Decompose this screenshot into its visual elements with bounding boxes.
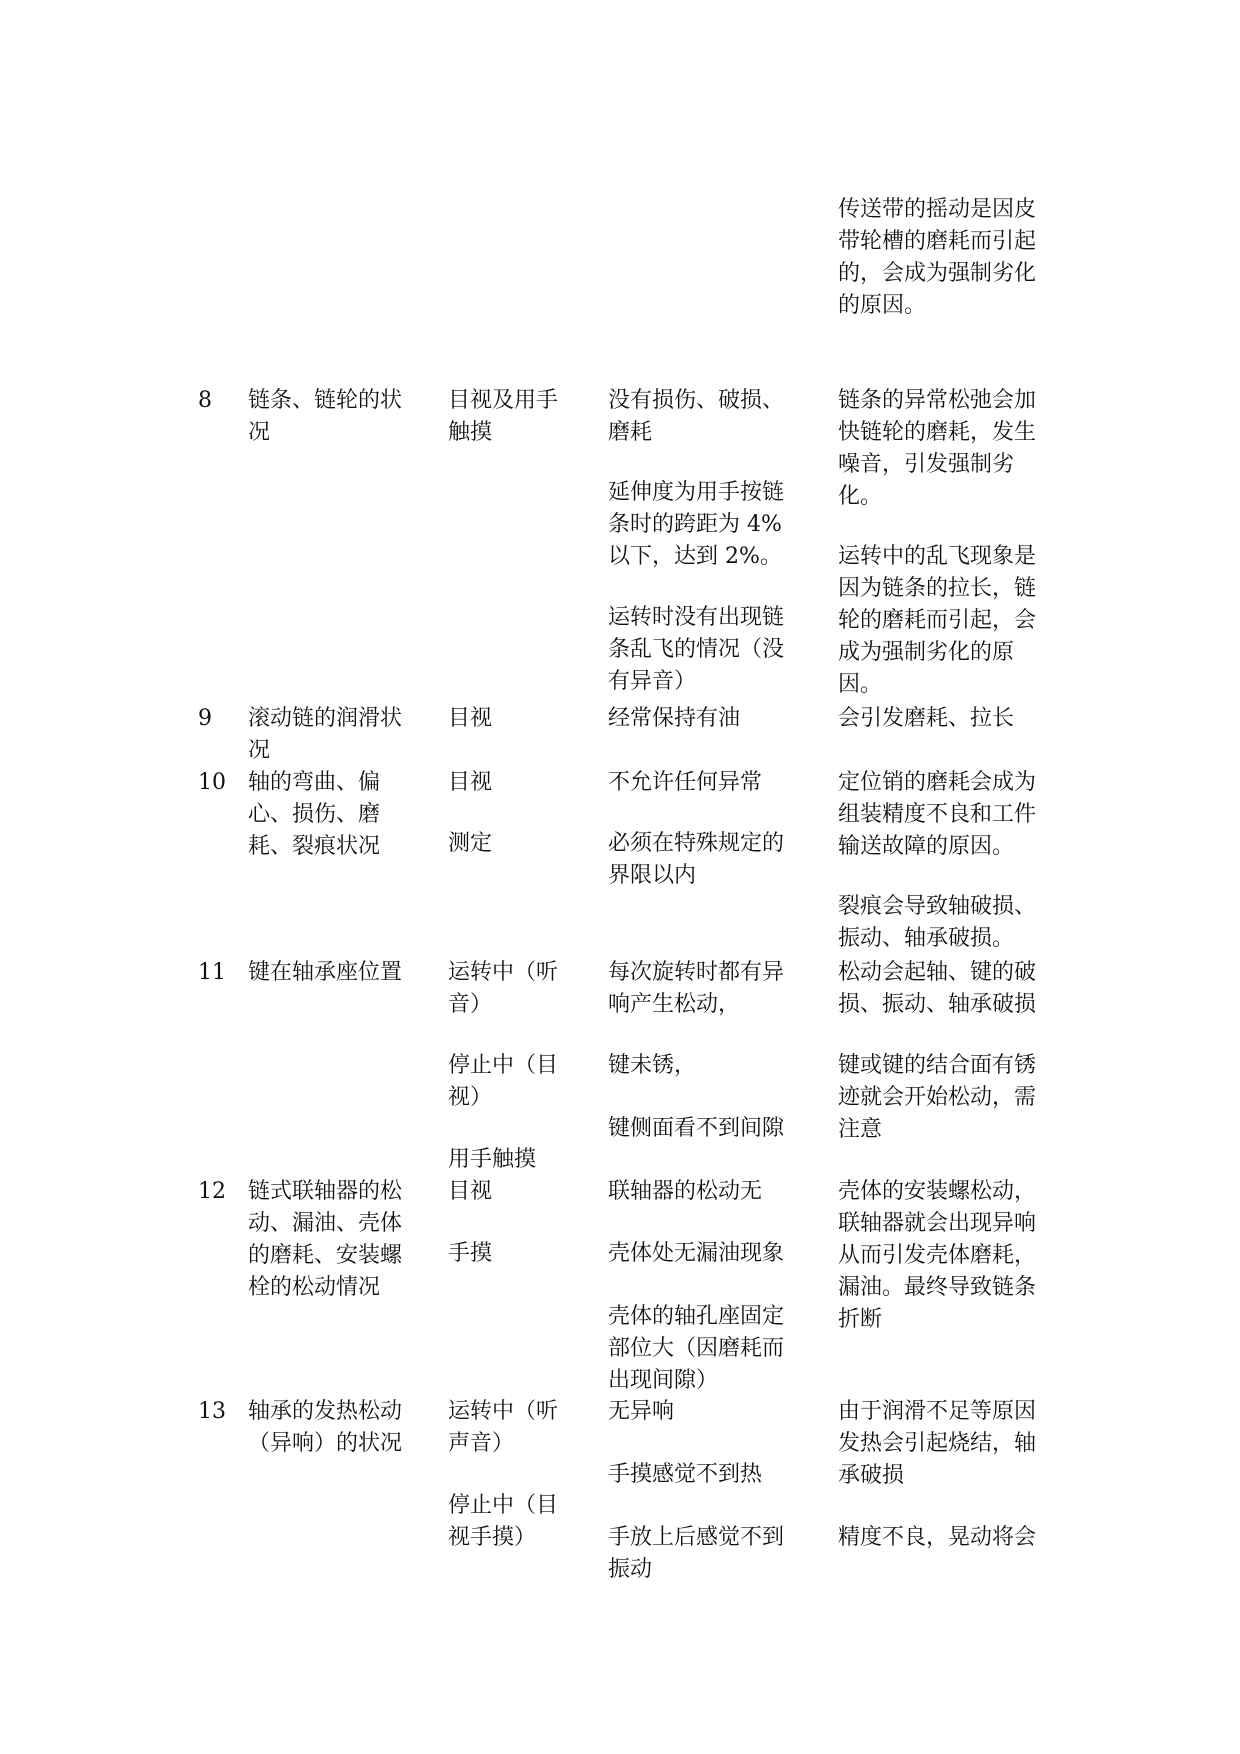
row-9-standard-1: 经常保持有油 [608,706,741,731]
row-8-method: 目视及用手 触摸 [448,388,559,445]
row-8-number: 8 [198,388,212,413]
row-11-remark-1: 松动会起轴、键的破 损、振动、轴承破损 [838,960,1037,1017]
row-11-standard-2: 键未锈， [608,1053,697,1078]
row-13-method-1: 运转中（听 声音） [448,1399,559,1456]
row-12-standard-3: 壳体的轴孔座固定 部位大（因磨耗而 出现间隙） [608,1304,785,1393]
row-8-standard-1: 没有损伤、破损、 磨耗 [608,388,785,445]
row-10-item: 轴的弯曲、偏 心、损伤、磨 耗、裂痕状况 [248,770,381,859]
row-9-item: 滚动链的润滑状 况 [248,706,403,763]
row-8-standard-2: 延伸度为用手按链 条时的跨距为 4% 以下，达到 2%。 [608,480,785,569]
row-10-standard-2: 必须在特殊规定的 界限以内 [608,831,785,888]
row-8-item: 链条、链轮的状 况 [248,388,403,445]
row-11-item: 键在轴承座位置 [248,960,403,985]
row-12-method-1: 目视 [448,1179,493,1204]
row-12-standard-1: 联轴器的松动无 [608,1179,763,1204]
row-11-remark-2: 键或键的结合面有锈 迹就会开始松动，需 注意 [838,1053,1037,1142]
row-11-standard-1: 每次旋转时都有异 响产生松动， [608,960,785,1017]
row-8-remark-2: 运转中的乱飞现象是 因为链条的拉长，链 轮的磨耗而引起，会 成为强制劣化的原 因。 [838,544,1037,697]
row-13-number: 13 [198,1399,226,1424]
row-12-method-2: 手摸 [448,1241,493,1266]
row-10-remark-1: 定位销的磨耗会成为 组装精度不良和工件 输送故障的原因。 [838,770,1037,859]
row-13-item: 轴承的发热松动 （异响）的状况 [248,1399,403,1456]
row-13-standard-2: 手摸感觉不到热 [608,1462,763,1487]
row-10-method-2: 测定 [448,831,493,856]
row-9-number: 9 [198,706,212,731]
row-13-remark-1: 由于润滑不足等原因 发热会引起烧结，轴 承破损 [838,1399,1037,1488]
row-12-standard-2: 壳体处无漏油现象 [608,1241,785,1266]
row-13-remark-2: 精度不良，晃动将会 [838,1525,1037,1550]
row-9-method: 目视 [448,706,493,731]
continuation-remark: 传送带的摇动是因皮 带轮槽的磨耗而引起 的，会成为强制劣化 的原因。 [838,197,1037,318]
row-12-item: 链式联轴器的松 动、漏油、壳体 的磨耗、安装螺 栓的松动情况 [248,1179,403,1300]
row-8-standard-3: 运转时没有出现链 条乱飞的情况（没 有异音） [608,605,785,694]
row-10-number: 10 [198,770,226,795]
row-12-number: 12 [198,1179,226,1204]
row-13-standard-3: 手放上后感觉不到 振动 [608,1525,785,1582]
row-10-standard-1: 不允许任何异常 [608,770,763,795]
row-12-remark-1: 壳体的安装螺松动， 联轴器就会出现异响 从而引发壳体磨耗， 漏油。最终导致链条 折断 [838,1179,1037,1332]
row-10-method-1: 目视 [448,770,493,795]
row-11-number: 11 [198,960,226,985]
row-13-method-2: 停止中（目 视手摸） [448,1493,559,1550]
row-11-standard-3: 键侧面看不到间隙 [608,1116,785,1141]
row-11-method-2: 停止中（目 视） [448,1053,559,1110]
row-13-standard-1: 无异响 [608,1399,675,1424]
row-8-remark-1: 链条的异常松弛会加 快链轮的磨耗，发生 噪音，引发强制劣 化。 [838,388,1037,509]
row-10-remark-2: 裂痕会导致轴破损、 振动、轴承破损。 [838,894,1037,951]
row-11-method-1: 运转中（听 音） [448,960,559,1017]
row-9-remark-1: 会引发磨耗、拉长 [838,706,1015,731]
row-11-method-3: 用手触摸 [448,1147,537,1172]
